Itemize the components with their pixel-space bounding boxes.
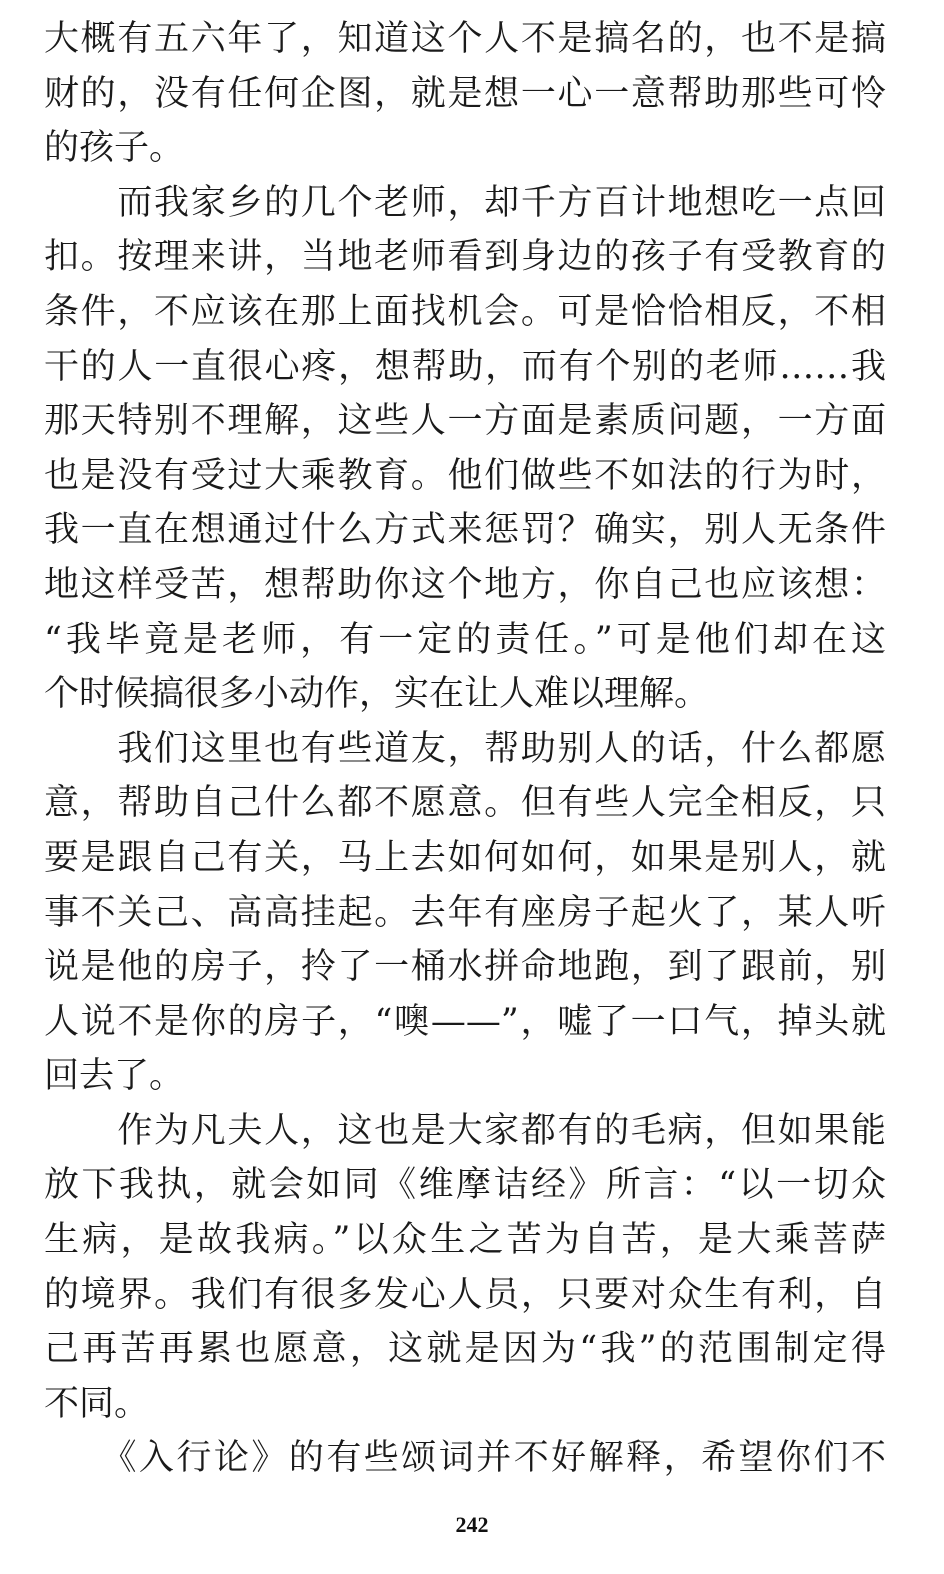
paragraph-5	[44, 1431, 886, 1486]
text-line: 作为凡夫人，这也是大家都有的毛病，但如果能	[44, 1110, 886, 1151]
text-line: 个时候搞很多小动作，实在让人难以理解。	[44, 674, 710, 715]
text-line: 条件，不应该在那上面找机会。可是恰恰相反，不相	[44, 291, 886, 332]
text-line: 要是跟自己有关，马上去如何如何，如果是别人，就	[44, 837, 886, 878]
text-line: 的境界。我们有很多发心人员，只要对众生有利，自	[44, 1274, 886, 1315]
text-line: 财的，没有任何企图，就是想一心一意帮助那些可怜	[44, 73, 886, 114]
text-line: 而我家乡的几个老师，却千方百计地想吃一点回	[44, 182, 886, 223]
paragraph-3	[44, 722, 886, 1104]
text-line: 地这样受苦，想帮助你这个地方，你自己也应该想：	[44, 564, 886, 605]
page-number: 242	[455, 1512, 489, 1537]
text-line: 的孩子。	[44, 128, 185, 169]
text-line: 放下我执，就会如同《维摩诘经》所言：“以一切众	[44, 1165, 886, 1206]
text-line: 我们这里也有些道友，帮助别人的话，什么都愿	[44, 728, 886, 769]
text-line: 生病，是故我病。”以众生之苦为自苦，是大乘菩萨	[44, 1220, 886, 1261]
text-line: 己再苦再累也愿意，这就是因为“我”的范围制定得	[44, 1329, 886, 1370]
text-line: 扣。按理来讲，当地老师看到身边的孩子有受教育的	[44, 237, 886, 278]
text-line: 《入行论》的有些颂词并不好解释，希望你们不	[44, 1438, 886, 1479]
text-line: 意，帮助自己什么都不愿意。但有些人完全相反，只	[44, 783, 886, 824]
text-line: 我一直在想通过什么方式来惩罚？确实，别人无条件	[44, 510, 886, 551]
text-line: 回去了。	[44, 1056, 185, 1097]
text-line: 事不关己、高高挂起。去年有座房子起火了，某人听	[44, 892, 886, 933]
text-line: 不同。	[44, 1383, 150, 1424]
text-line: “我毕竟是老师，有一定的责任。”可是他们却在这	[44, 619, 886, 660]
paragraph-1	[44, 12, 886, 176]
text-line: 说是他的房子，拎了一桶水拼命地跑，到了跟前，别	[44, 947, 886, 988]
text-line: 大概有五六年了，知道这个人不是搞名的，也不是搞	[44, 19, 886, 59]
text-line: 也是没有受过大乘教育。他们做些不如法的行为时，	[44, 455, 886, 496]
text-line: 干的人一直很心疼，想帮助，而有个别的老师……我	[44, 346, 886, 387]
text-line: 那天特别不理解，这些人一方面是素质问题，一方面	[44, 401, 886, 442]
book-page	[44, 12, 886, 1486]
paragraph-4	[44, 1104, 886, 1432]
text-line: 人说不是你的房子，“噢——”，嘘了一口气，掉头就	[44, 1001, 886, 1042]
paragraph-2	[44, 176, 886, 722]
